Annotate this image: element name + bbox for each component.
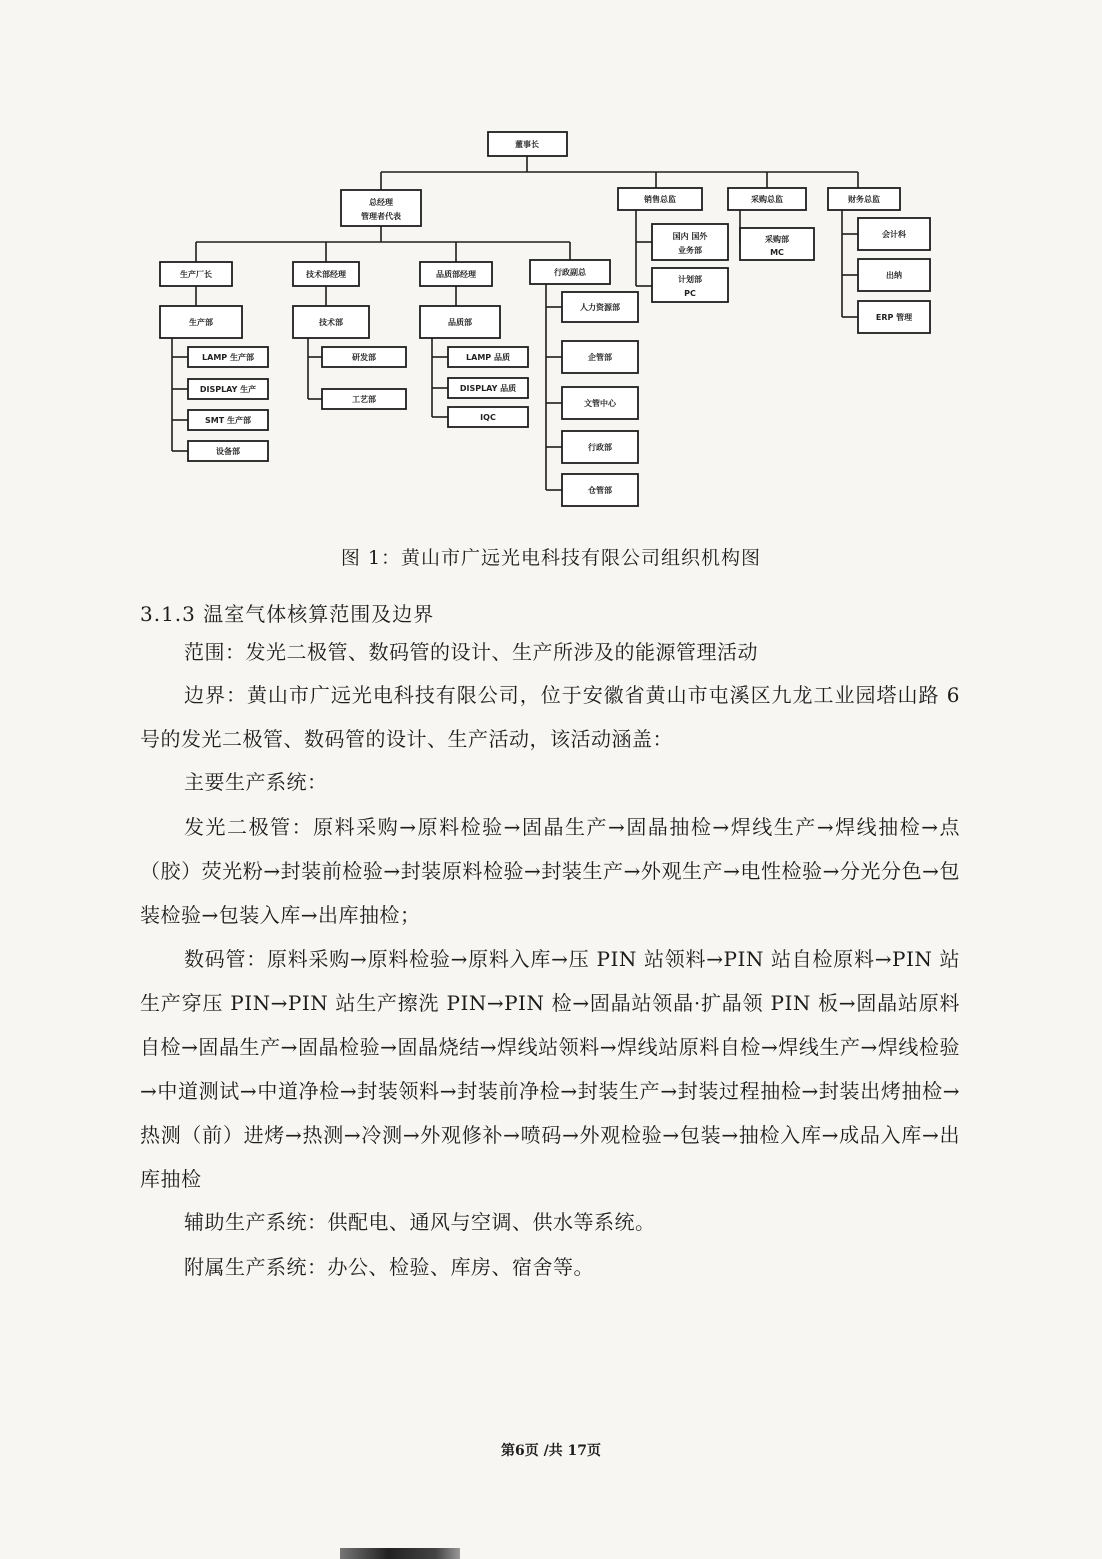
svg-text:MC: MC xyxy=(770,248,784,257)
svg-text:行政部: 行政部 xyxy=(588,443,612,452)
svg-text:LAMP 生产部: LAMP 生产部 xyxy=(202,353,254,362)
boundary-paragraph: 边界：黄山市广远光电科技有限公司，位于安徽省黄山市屯溪区九龙工业园塔山路 6 号的发光二极管、数码管的设计、生产活动，该活动涵盖： xyxy=(140,683,960,751)
svg-text:技术部经理: 技术部经理 xyxy=(306,270,346,279)
org-node-erp xyxy=(858,301,930,333)
svg-text:DISPLAY 生产: DISPLAY 生产 xyxy=(199,385,257,394)
svg-text:研发部: 研发部 xyxy=(352,353,376,362)
org-node-rnd xyxy=(322,347,406,367)
org-node-admin-deputy xyxy=(530,260,610,284)
svg-text:董事长: 董事长 xyxy=(515,140,539,149)
org-node-production-dept xyxy=(160,306,242,338)
org-node-admin-dept xyxy=(562,431,638,463)
org-node-planning xyxy=(652,268,728,302)
svg-text:仓管部: 仓管部 xyxy=(588,486,612,495)
svg-text:文管中心: 文管中心 xyxy=(584,399,616,408)
org-node-accounting xyxy=(858,218,930,250)
svg-text:业务部: 业务部 xyxy=(678,246,702,255)
org-node-iqc xyxy=(448,407,528,427)
org-node-document-center xyxy=(562,387,638,419)
org-node-enterprise-mgmt xyxy=(562,341,638,373)
org-node-quality-dept xyxy=(420,306,500,338)
org-node-display-quality xyxy=(448,378,528,398)
org-chart xyxy=(0,0,1102,520)
org-node-quality-manager xyxy=(420,262,492,286)
svg-text:企管部: 企管部 xyxy=(588,353,612,362)
svg-text:行政副总: 行政副总 xyxy=(554,268,586,277)
svg-text:LAMP 品质: LAMP 品质 xyxy=(466,353,510,362)
section-heading: 3.1.3 温室气体核算范围及边界 xyxy=(140,602,435,626)
svg-text:技术部: 技术部 xyxy=(319,318,343,327)
svg-text:品质部: 品质部 xyxy=(448,318,472,327)
svg-text:会计科: 会计科 xyxy=(882,230,906,239)
svg-text:人力资源部: 人力资源部 xyxy=(580,303,620,312)
org-node-tech-manager xyxy=(293,262,359,286)
ancillary-system-paragraph: 附属生产系统：办公、检验、库房、宿舍等。 xyxy=(184,1255,594,1279)
digit-tube-process-paragraph: 数码管：原料采购→原料检验→原料入库→压 PIN 站领料→PIN 站自检原料→PIN 站生产穿压 PIN→PIN 站生产擦洗 PIN→PIN 检→固晶站领晶·扩晶领 PIN 板→固晶站原料自检→固晶生产→固晶检验→固晶烧结→焊线站领料→焊线站原料自检→焊线生产→焊线检验→中道测试→中道净检→封装领料→封装前净检→封装生产→封装过程抽检→封装出烤抽检→热测（前）进烤→热测→冷测→外观修补→喷码→外观检验→包装→抽检入库→成品入库→出库抽检 xyxy=(140,947,960,1191)
svg-text:DISPLAY 品质: DISPLAY 品质 xyxy=(459,384,517,393)
org-node-warehouse xyxy=(562,474,638,506)
svg-text:国内 国外: 国内 国外 xyxy=(672,232,708,241)
svg-text:出纳: 出纳 xyxy=(886,271,902,280)
org-node-smt-production xyxy=(188,410,268,430)
org-node-purchase-director xyxy=(728,188,806,210)
svg-text:设备部: 设备部 xyxy=(216,447,240,456)
scope-paragraph: 范围：发光二极管、数码管的设计、生产所涉及的能源管理活动 xyxy=(184,640,758,664)
svg-text:财务总监: 财务总监 xyxy=(848,195,880,204)
main-system-heading: 主要生产系统： xyxy=(184,770,328,794)
led-process-paragraph: 发光二极管：原料采购→原料检验→固晶生产→固晶抽检→焊线生产→焊线抽检→点（胶）荧光粉→封装前检验→封装原料检验→封装生产→外观生产→电性检验→分光分色→包装检验→包装入库→出库抽检； xyxy=(140,815,960,927)
org-node-tech-dept xyxy=(293,306,369,338)
svg-text:ERP 管理: ERP 管理 xyxy=(875,313,913,322)
svg-text:计划部: 计划部 xyxy=(678,275,702,284)
svg-text:PC: PC xyxy=(684,289,696,298)
org-node-sales-director xyxy=(618,188,702,210)
org-node-lamp-production xyxy=(188,347,268,367)
page-footer: 第6页 /共 17页 xyxy=(500,1443,602,1459)
svg-text:采购总监: 采购总监 xyxy=(751,195,783,204)
org-node-purchasing xyxy=(740,228,814,260)
svg-text:SMT 生产部: SMT 生产部 xyxy=(205,416,251,425)
org-node-domestic-foreign-sales xyxy=(652,224,728,260)
org-node-cashier xyxy=(858,259,930,291)
scan-edge-mark xyxy=(340,1548,460,1559)
org-node-chairman xyxy=(488,132,567,156)
svg-text:销售总监: 销售总监 xyxy=(644,195,676,204)
svg-text:生产部: 生产部 xyxy=(189,318,213,327)
org-node-finance-director xyxy=(828,188,900,210)
org-node-process xyxy=(322,389,406,409)
org-node-display-production xyxy=(188,379,268,399)
svg-text:IQC: IQC xyxy=(480,413,496,422)
svg-text:品质部经理: 品质部经理 xyxy=(436,270,476,279)
org-node-hr xyxy=(562,292,638,322)
org-node-lamp-quality xyxy=(448,347,528,367)
org-node-equipment xyxy=(188,441,268,461)
svg-text:工艺部: 工艺部 xyxy=(352,395,376,404)
svg-text:管理者代表: 管理者代表 xyxy=(361,212,401,221)
svg-text:生产厂长: 生产厂长 xyxy=(180,270,212,279)
org-node-production-manager xyxy=(160,262,232,286)
svg-text:总经理: 总经理 xyxy=(369,198,393,207)
svg-text:采购部: 采购部 xyxy=(765,235,789,244)
figure-caption: 图 1：黄山市广远光电科技有限公司组织机构图 xyxy=(340,547,762,569)
auxiliary-system-paragraph: 辅助生产系统：供配电、通风与空调、供水等系统。 xyxy=(184,1210,656,1234)
org-node-general-manager xyxy=(341,190,421,226)
